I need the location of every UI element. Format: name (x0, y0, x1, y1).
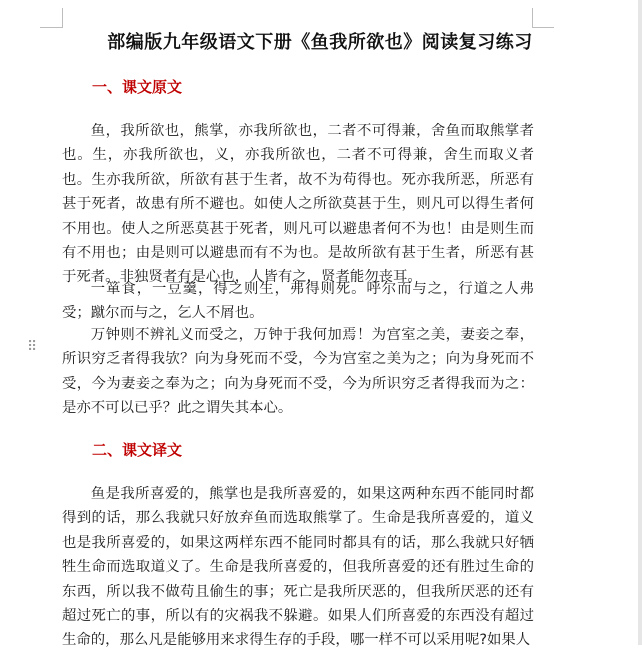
page-corner-mark-left (62, 8, 63, 28)
page-corner-mark-right (532, 8, 533, 28)
original-paragraph-2: 一箪食，一豆羹，得之则生，弗得则死。呼尔而与之，行道之人弗受；蹴尔而与之，乞人不屑也。 (62, 281, 534, 322)
original-paragraph-3: 万钟则不辨礼义而受之，万钟于我何加焉！为宫室之美，妻妾之奉，所识穷乏者得我欤？向为身死而不受，今为宫室之美为之；向为身死而不受，今为妻妾之奉为之；向为身死而不受，今为所识穷乏者得我而为之：是亦不可以已乎？此之谓失其本心。 (62, 327, 534, 417)
page-edge (638, 0, 642, 645)
translation-paragraph-1: 鱼是我所喜爱的，熊掌也是我所喜爱的，如果这两种东西不能同时都得到的话，那么我就只好放弃鱼而选取熊掌了。生命是我所喜爱的，道义也是我所喜爱的，如果这两样东西不能同时都具有的话，那么我就只好牺牲生命而选取道义了。生命是我所喜爱的，但我所喜爱的还有胜过生命的东西，所以我不做苟且偷生的事；死亡是我所厌恶的，但我所厌恶的还有超过死亡的事，所以有的灾祸我不躲避。如果人们所喜爱的东西没有超过生命的，那么凡是能够用来求得生存的手段，哪一样不可以采用呢?如果人 (62, 486, 534, 649)
page-corner-mark-left-h (40, 27, 62, 28)
section-heading-translation: 二、课文译文 (92, 441, 183, 459)
drag-handle-icon[interactable]: ⠿ (27, 339, 39, 355)
section-heading-original: 一、课文原文 (92, 78, 183, 96)
original-paragraph-1: 鱼，我所欲也，熊掌，亦我所欲也，二者不可得兼，舍鱼而取熊掌者也。生，亦我所欲也，义，亦我所欲也，二者不可得兼，舍生而取义者也。生亦我所欲，所欲有甚于生者，故不为苟得也。死亦我所恶，所恶有甚于死者，故患有所不避也。如使人之所欲莫甚于生，则凡可以得生者何不用也。使人之所恶莫甚于死者，则凡可以避患者何不为也！由是则生而有不用也；由是则可以避患而有不为也。是故所欲有甚于生者，所恶有甚于死者。非独贤者有是心也，人皆有之，贤者能勿丧耳。 (62, 123, 534, 286)
document-title: 部编版九年级语文下册《鱼我所欲也》阅读复习练习 (107, 32, 533, 53)
